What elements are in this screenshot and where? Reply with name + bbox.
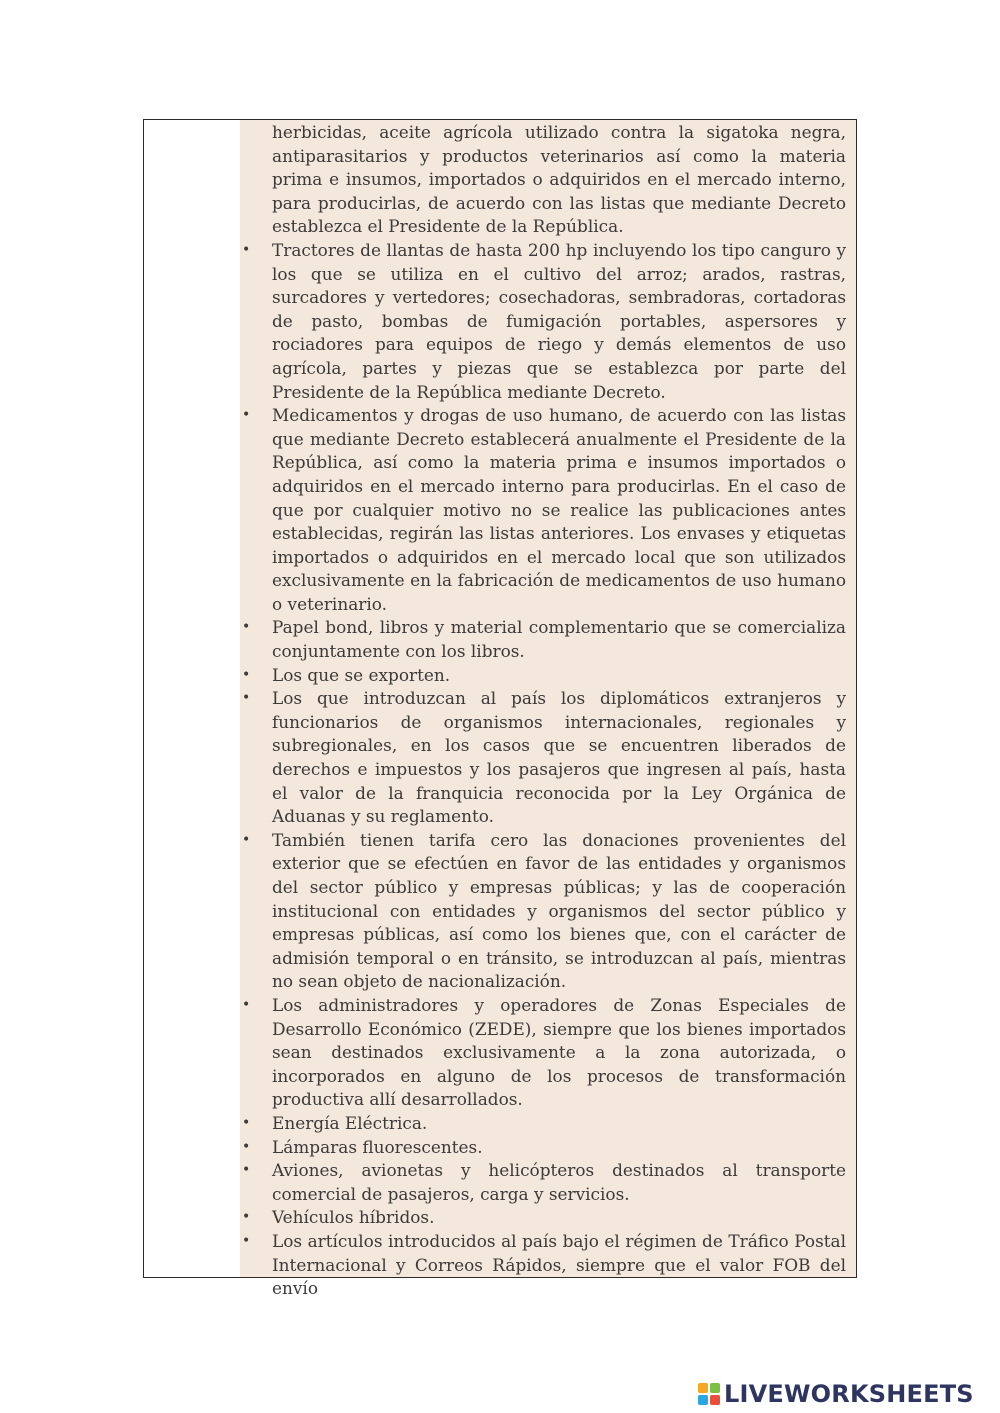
- list-item: [242, 1206, 846, 1230]
- bullet-icon: •: [242, 1114, 251, 1131]
- document-text: [242, 121, 846, 1301]
- table-right-cell: [240, 120, 856, 1299]
- list-item-text: Los artículos introducidos al país bajo el régimen de Tráfico Postal Internacional y Correos Rápidos, siempre que el valor FOB del envío: [272, 1230, 846, 1299]
- list-item: [242, 1112, 846, 1136]
- document-table: [143, 119, 857, 1299]
- list-item-text: Papel bond, libros y material complementario que se comercializa conjuntamente con los libros.: [272, 617, 846, 662]
- bullet-icon: •: [242, 996, 251, 1013]
- liveworksheets-icon: [698, 1383, 720, 1405]
- bullet-icon: •: [242, 1209, 251, 1226]
- list-item-text: Vehículos híbridos.: [272, 1207, 435, 1228]
- bullet-icon: •: [242, 1232, 251, 1249]
- list-item: [242, 664, 846, 688]
- list-item: [242, 829, 846, 994]
- liveworksheets-logo: [698, 1379, 974, 1409]
- bullet-icon: •: [242, 666, 251, 683]
- bullet-icon: •: [242, 619, 251, 636]
- list-item-text: Los que se exporten.: [272, 664, 451, 685]
- bullet-icon: •: [242, 1162, 251, 1179]
- list-item: [242, 404, 846, 616]
- bullet-icon: •: [242, 1138, 251, 1155]
- intro-paragraph: herbicidas, aceite agrícola utilizado contra la sigatoka negra, antiparasitarios y productos veterinarios así como la materia prima e insumos, importados o adquiridos en el mercado interno, para producirlas, de acuerdo con las listas que mediante Decreto establezca el Presidente de la República.: [272, 122, 846, 237]
- list-item: [242, 1230, 846, 1301]
- list-item-text: Medicamentos y drogas de uso humano, de acuerdo con las listas que mediante Decreto establecerá anualmente el Presidente de la República, así como la materia prima e insumos importados o adquiridos en el mercado interno para producirlas. En el caso de que por cualquier motivo no se realice las publicaciones antes establecidas, regirán las listas anteriores. Los envases y etiquetas importados o adquiridos en el mercado local que son utilizados exclusivamente en la fabricación de medicamentos de uso humano o veterinario.: [272, 405, 846, 614]
- list-item-text: Tractores de llantas de hasta 200 hp incluyendo los tipo canguro y los que se utiliza en el cultivo del arroz; arados, rastras, surcadores y vertedores; cosechadoras, sembradoras, cortadoras de pasto, bombas de fumigación portables, aspersores y rociadores para equipos de riego y demás elementos de uso agrícola, partes y piezas que se establezca por parte del Presidente de la República mediante Decreto.: [272, 239, 846, 402]
- logo-square-3: [698, 1395, 708, 1405]
- list-item-text: También tienen tarifa cero las donaciones provenientes del exterior que se efectúen en favor de las entidades y organismos del sector público y empresas públicas; y las de cooperación institucional con entidades y organismos del sector público y empresas públicas, así como los bienes que, con el carácter de admisión temporal o en tránsito, se introduzcan al país, mientras no sean objeto de nacionalización.: [272, 829, 846, 992]
- list-item: [242, 994, 846, 1112]
- bullet-icon: •: [242, 241, 251, 258]
- bullet-icon: •: [242, 407, 251, 424]
- list-item-text: Lámparas fluorescentes.: [272, 1136, 483, 1157]
- list-item-text: Energía Eléctrica.: [272, 1112, 428, 1133]
- list-item: [242, 1159, 846, 1206]
- bullet-icon: •: [242, 690, 251, 707]
- list-item: [242, 239, 846, 404]
- list-item: [242, 616, 846, 663]
- logo-square-4: [710, 1395, 720, 1405]
- list-item-text: Aviones, avionetas y helicópteros destinados al transporte comercial de pasajeros, carga y servicios.: [272, 1160, 846, 1204]
- list-item: [242, 687, 846, 829]
- table-left-cell: [144, 120, 240, 1277]
- bullet-list: [242, 239, 846, 1301]
- list-item: [242, 1136, 846, 1160]
- logo-square-2: [710, 1383, 720, 1393]
- list-item-text: Los que introduzcan al país los diplomáticos extranjeros y funcionarios de organismos internacionales, regionales y subregionales, en los casos que se encuentren liberados de derechos e impuestos y los pasajeros que ingresen al país, hasta el valor de la franquicia reconocida por la Ley Orgánica de Aduanas y su reglamento.: [272, 688, 846, 827]
- logo-text: LIVEWORKSHEETS: [724, 1380, 974, 1408]
- bullet-icon: •: [242, 831, 251, 848]
- logo-square-1: [698, 1383, 708, 1393]
- list-item-text: Los administradores y operadores de Zonas Especiales de Desarrollo Económico (ZEDE), siempre que los bienes importados sean destinados exclusivamente a la zona autorizada, o incorporados en alguno de los procesos de transformación productiva allí desarrollados.: [272, 994, 846, 1110]
